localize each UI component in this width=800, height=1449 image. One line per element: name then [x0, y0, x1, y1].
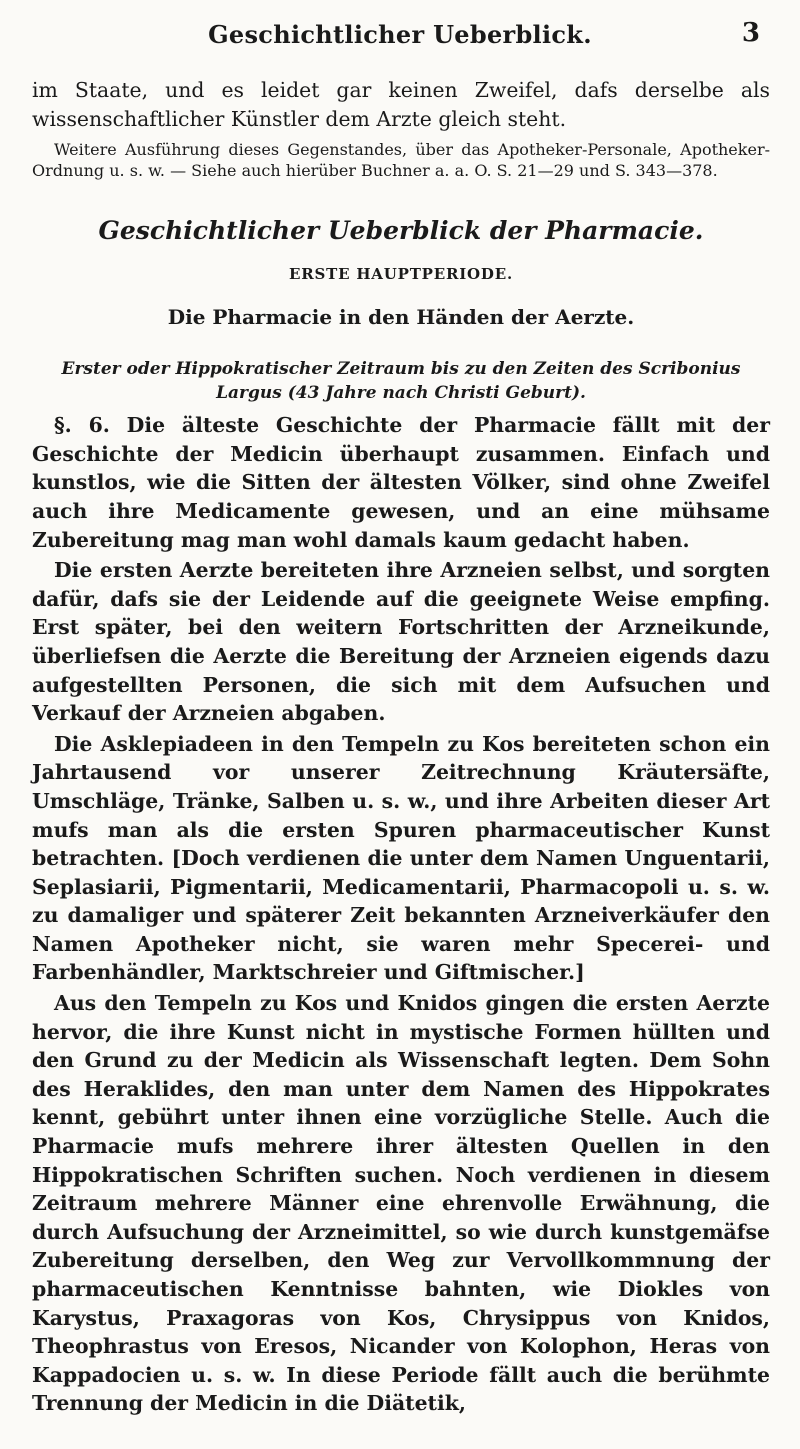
asklepiadeen-paragraph: Die Asklepiadeen in den Tempeln zu Kos bereiteten schon ein Jahrtausend vor unserer Zeitrechnung Kräutersäfte, Umschläge, Tränke, Salben u. s. w., und ihre Arbeiten dieser Art mufs man als die ersten Spuren pharmaceutischer Kunst betrachten. [Doch verdienen die unter dem Namen Unguentarii, Seplasiarii, Pigmentarii, Medicamentarii, Pharmacopoli u. s. w. zu damaliger und späterer Zeit bekannten Arzneiverkäufer den Namen Apotheker nicht, sie waren mehr Specerei- und Farbenhändler, Marktschreier und Giftmischer.] [32, 731, 770, 985]
page-header [0, 18, 800, 58]
section-6-paragraph: §. 6. Die älteste Geschichte der Pharmacie fällt mit der Geschichte der Medicin überhaupt zusammen. Einfach und kunstlos, wie die Sitten der ältesten Völker, sind ohne Zweifel auch ihre Medicamente gewesen, und an eine mühsame Zubereitung mag man wohl damals kaum gedacht haben. [32, 413, 770, 552]
page-number: 3 [741, 18, 760, 48]
page-content [32, 76, 770, 1418]
chapter-title: Geschichtlicher Ueberblick der Pharmacie. [98, 216, 704, 246]
era-title: Erster oder Hippokratischer Zeitraum bis zu den Zeiten des Scribonius Largus (43 Jahre nach Christi Geburt). [61, 359, 741, 404]
period-title: ERSTE HAUPTPERIODE. [288, 265, 513, 284]
kos-knidos-paragraph: Aus den Tempeln zu Kos und Knidos gingen die ersten Aerzte hervor, die ihre Kunst nicht in mystische Formen hüllten und den Grund zu der Medicin als Wissenschaft legten. Dem Sohn des Heraklides, den man unter dem Namen des Hippokrates kennt, gebührt unter ihnen eine vorzügliche Stelle. Auch die Pharmacie mufs mehrere ihrer ältesten Quellen in den Hippokratischen Schriften suchen. Noch verdienen in diesem Zeitraum mehrere Männer eine ehrenvolle Erwähnung, die durch Aufsuchung der Arzneimittel, so wie durch kunstgemäfse Zubereitung derselben, den Weg zur Vervollkommnung der pharmaceutischen Kenntnisse bahnten, wie Diokles von Karystus, Praxagoras von Kos, Chrysippus von Knidos, Theophrastus von Eresos, Nicander von Kolophon, Heras von Kappadocien u. s. w. In diese Periode fällt auch die berühmte Trennung der Medicin in die Diätetik, [32, 991, 770, 1416]
opening-paragraph: im Staate, und es leidet gar keinen Zweifel, dafs derselbe als wissenschaftlicher Künstler dem Arzte gleich steht. [32, 78, 770, 131]
period-subtitle: Die Pharmacie in den Händen der Aerzte. [167, 305, 635, 330]
first-physicians-paragraph: Die ersten Aerzte bereiteten ihre Arzneien selbst, und sorgten dafür, dafs sie der Leidende auf die geeignete Weise empfing. Erst später, bei den weitern Fortschritten der Arzneikunde, überliefsen die Aerzte die Bereitung der Arzneien eigends dazu aufgestellten Personen, die sich mit dem Aufsuchen und Verkauf der Arzneien abgaben. [32, 558, 770, 726]
running-title: Geschichtlicher Ueberblick. [208, 20, 592, 49]
reference-note: Weitere Ausführung dieses Gegenstandes, über das Apotheker-Personale, Apotheker-Ordnung u. s. w. — Siehe auch hierüber Buchner a. a. O. S. 21—29 und S. 343—378. [32, 140, 770, 181]
